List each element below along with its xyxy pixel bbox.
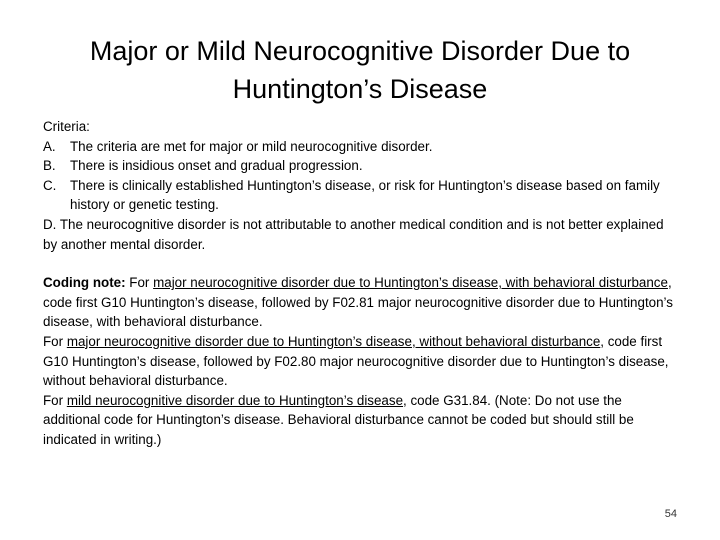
coding-text: For bbox=[125, 275, 154, 291]
coding-text: For bbox=[43, 333, 67, 349]
coding-underlined-term: major neurocognitive disorder due to Huntington’s disease, with behavioral disturbance bbox=[153, 275, 668, 291]
coding-underlined-term: mild neurocognitive disorder due to Huntington’s disease bbox=[66, 392, 404, 408]
criterion-label: A. bbox=[43, 138, 56, 154]
coding-text: , code G31.84. (Note: Do not use the additional code for Huntington’s disease. Behavioral disturbance cannot be coded but should still be indicated in writing.) bbox=[43, 392, 634, 447]
page-number: 54 bbox=[664, 508, 677, 520]
criterion-c bbox=[43, 176, 675, 215]
criterion-text: There is clinically established Huntington’s disease, or risk for Huntington’s disease based on family history or genetic testing. bbox=[70, 177, 660, 213]
criterion-d: D. The neurocognitive disorder is not attributable to another medical condition and is not better explained by another mental disorder. bbox=[43, 216, 664, 252]
title-line-1: Major or Mild Neurocognitive Disorder Due to bbox=[89, 36, 631, 66]
coding-note-paragraph-1 bbox=[43, 273, 675, 332]
coding-text: For bbox=[43, 392, 67, 408]
criteria-list bbox=[43, 137, 675, 215]
criterion-label: B. bbox=[43, 158, 56, 174]
criterion-label: C. bbox=[43, 177, 57, 193]
coding-underlined-term: major neurocognitive disorder due to Huntington’s disease, without behavioral disturbance bbox=[66, 333, 601, 349]
coding-text: , code first G10 Huntington’s disease, followed by F02.81 major neurocognitive disorder due to Huntington’s disease, with behavioral disturbance. bbox=[43, 275, 673, 330]
criterion-text: The criteria are met for major or mild neurocognitive disorder. bbox=[70, 138, 433, 154]
coding-note-label: Coding note: bbox=[43, 275, 126, 291]
title-line-2: Huntington’s Disease bbox=[232, 74, 488, 104]
coding-note-paragraph-3 bbox=[43, 391, 675, 450]
slide-title bbox=[40, 32, 680, 108]
criterion-b bbox=[43, 156, 675, 176]
criterion-text: There is insidious onset and gradual progression. bbox=[70, 158, 363, 174]
criterion-a bbox=[43, 137, 675, 157]
criteria-heading: Criteria: bbox=[43, 119, 90, 134]
spacer bbox=[43, 254, 675, 273]
coding-text: , code first G10 Huntington’s disease, followed by F02.80 major neurocognitive disorder due to Huntington’s disease, without behavioral disturbance. bbox=[43, 333, 669, 389]
coding-note-paragraph-2 bbox=[43, 332, 675, 391]
slide-body bbox=[43, 117, 675, 450]
